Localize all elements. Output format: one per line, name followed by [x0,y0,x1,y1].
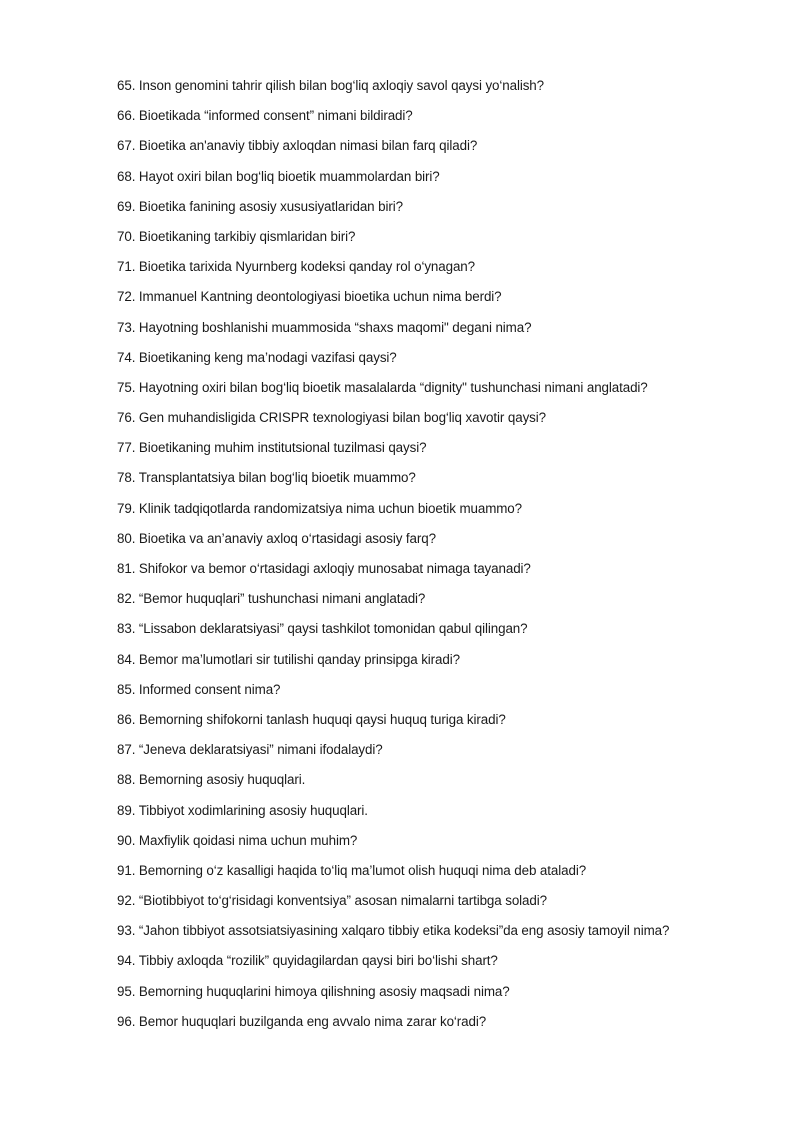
question-item: 94. Tibbiy axloqda “rozilik” quyidagilardan qaysi biri bo‘lishi shart? [117,953,498,969]
question-item: 86. Bemorning shifokorni tanlash huquqi qaysi huquq turiga kiradi? [117,711,506,727]
question-item: 73. Hayotning boshlanishi muammosida “shaxs maqomi" degani nima? [117,319,532,335]
question-item: 74. Bioetikaning keng ma’nodagi vazifasi qaysi? [117,349,397,365]
question-list [117,76,777,1042]
question-item: 87. “Jeneva deklaratsiyasi” nimani ifodalaydi? [117,742,383,758]
question-item: 76. Gen muhandisligida CRISPR texnologiyasi bilan bog‘liq xavotir qaysi? [117,410,546,426]
question-item: 89. Tibbiyot xodimlarining asosiy huquqlari. [117,802,368,818]
question-item: 79. Klinik tadqiqotlarda randomizatsiya nima uchun bioetik muammo? [117,500,523,516]
question-item: 93. “Jahon tibbiyot assotsiatsiyasining xalqaro tibbiy etika kodeksi”da eng asosiy tamoyil nima? [117,923,670,939]
question-item: 95. Bemorning huquqlarini himoya qilishning asosiy maqsadi nima? [117,983,510,999]
question-item: 96. Bemor huquqlari buzilganda eng avvalo nima zarar ko‘radi? [117,1013,487,1029]
question-item: 82. “Bemor huquqlari” tushunchasi nimani anglatadi? [117,591,426,607]
question-item: 69. Bioetika fanining asosiy xususiyatlaridan biri? [117,198,403,214]
question-item: 71. Bioetika tarixida Nyurnberg kodeksi qanday rol o‘ynagan? [117,259,475,275]
question-item: 88. Bemorning asosiy huquqlari. [117,772,306,788]
question-item: 77. Bioetikaning muhim institutsional tuzilmasi qaysi? [117,440,427,456]
question-item: 84. Bemor ma’lumotlari sir tutilishi qanday prinsipga kiradi? [117,651,460,667]
question-item: 66. Bioetikada “informed consent” nimani bildiradi? [117,108,413,124]
question-item: 91. Bemorning o‘z kasalligi haqida to‘liq ma’lumot olish huquqi nima deb ataladi? [117,862,587,878]
question-item: 85. Informed consent nima? [117,681,281,697]
question-item: 78. Transplantatsiya bilan bog‘liq bioetik muammo? [117,470,416,486]
question-item: 83. “Lissabon deklaratsiyasi” qaysi tashkilot tomonidan qabul qilingan? [117,621,528,637]
question-item: 68. Hayot oxiri bilan bog‘liq bioetik muammolardan biri? [117,168,440,184]
question-item: 70. Bioetikaning tarkibiy qismlaridan biri? [117,228,356,244]
question-item: 80. Bioetika va an’anaviy axloq o‘rtasidagi asosiy farq? [117,530,436,546]
question-item: 72. Immanuel Kantning deontologiyasi bioetika uchun nima berdi? [117,289,502,305]
question-item: 67. Bioetika an'anaviy tibbiy axloqdan nimasi bilan farq qiladi? [117,138,478,154]
question-item: 92. “Biotibbiyot to‘g‘risidagi konventsiya” asosan nimalarni tartibga soladi? [117,893,547,909]
question-item: 65. Inson genomini tahrir qilish bilan bog‘liq axloqiy savol qaysi yo‘nalish? [117,78,544,93]
question-item: 81. Shifokor va bemor o‘rtasidagi axloqiy munosabat nimaga tayanadi? [117,561,531,576]
question-item: 90. Maxfiylik qoidasi nima uchun muhim? [117,832,358,848]
question-item: 75. Hayotning oxiri bilan bog‘liq bioetik masalalarda “dignity" tushunchasi nimani anglatadi? [117,379,648,395]
